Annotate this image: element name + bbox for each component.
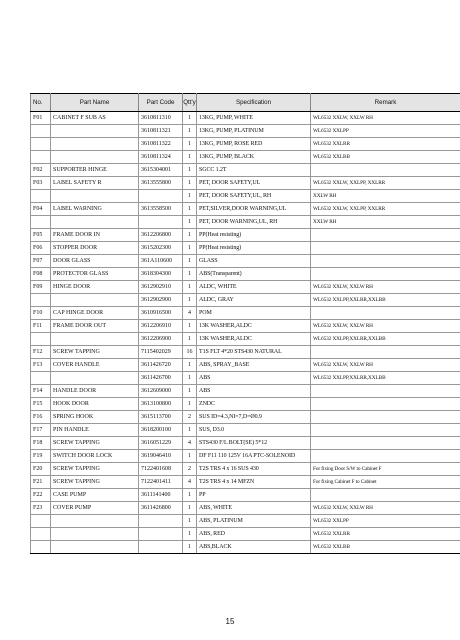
cell-part-name: SCREW TAPPING — [51, 476, 139, 489]
cell-quantity: 1 — [183, 502, 197, 515]
cell-part-code: 3616051229 — [139, 437, 183, 450]
table-row — [31, 320, 460, 333]
cell-quantity: 1 — [183, 541, 197, 554]
cell-remark: WL6532 XXLW, XXLW RH — [311, 359, 460, 372]
cell-quantity: 1 — [183, 190, 197, 203]
cell-no: F14 — [31, 385, 51, 398]
cell-remark — [311, 255, 460, 268]
cell-part-code — [139, 541, 183, 554]
cell-no: F05 — [31, 229, 51, 242]
cell-no: F19 — [31, 450, 51, 463]
cell-no: F16 — [31, 411, 51, 424]
cell-no: F18 — [31, 437, 51, 450]
cell-part-code: 3615113700 — [139, 411, 183, 424]
cell-part-name: FRAME DOOR IN — [51, 229, 139, 242]
cell-remark — [311, 411, 460, 424]
cell-part-code — [139, 190, 183, 203]
cell-no: F06 — [31, 242, 51, 255]
cell-part-code: 3610811322 — [139, 138, 183, 151]
cell-no — [31, 515, 51, 528]
cell-quantity: 1 — [183, 164, 197, 177]
cell-specification: DF F11 110 125V 16A PTC-SOLENOID — [197, 450, 311, 463]
cell-specification: PP — [197, 489, 311, 502]
cell-part-code: 3610916500 — [139, 307, 183, 320]
table-row — [31, 359, 460, 372]
table-body — [31, 112, 460, 554]
header-no: No. — [31, 94, 51, 112]
table-row — [31, 385, 460, 398]
cell-no: F08 — [31, 268, 51, 281]
cell-part-name — [51, 125, 139, 138]
table-row — [31, 164, 460, 177]
cell-part-name: COVER HANDLE — [51, 359, 139, 372]
cell-specification: PET, DOOR SAFETY,UL, RH — [197, 190, 311, 203]
cell-specification: ABS(Transparent) — [197, 268, 311, 281]
cell-part-code: 3610811321 — [139, 125, 183, 138]
cell-remark: WL6532 XXLPP,XXLRR,XXLBB — [311, 294, 460, 307]
cell-specification: 13K WASHER,ALDC — [197, 333, 311, 346]
cell-quantity: 1 — [183, 424, 197, 437]
cell-no: F12 — [31, 346, 51, 359]
cell-quantity: 1 — [183, 255, 197, 268]
cell-part-name: SPRING HOOK — [51, 411, 139, 424]
cell-remark: WL6532 XXLW, XXLW RH — [311, 320, 460, 333]
cell-part-name: SCREW TAPPING — [51, 346, 139, 359]
cell-part-name: LABEL SAFETY R — [51, 177, 139, 190]
cell-part-name — [51, 372, 139, 385]
table-row — [31, 112, 460, 125]
cell-part-name — [51, 138, 139, 151]
cell-part-code: 3610811324 — [139, 151, 183, 164]
cell-quantity: 1 — [183, 528, 197, 541]
cell-quantity: 2 — [183, 463, 197, 476]
cell-quantity: 1 — [183, 151, 197, 164]
cell-remark: WL6532 XXLW, XXLPP, XXLRR — [311, 203, 460, 216]
cell-specification: ABS, PLATINUM — [197, 515, 311, 528]
cell-part-code: 3615304001 — [139, 164, 183, 177]
cell-specification: T1S FLT 4*20 STS430 NATURAL — [197, 346, 311, 359]
cell-quantity: 1 — [183, 112, 197, 125]
cell-remark: For fixing Cabinet F to Cabinet — [311, 476, 460, 489]
cell-part-name: PIN HANDLE — [51, 424, 139, 437]
table-row — [31, 411, 460, 424]
cell-specification: ZNDC — [197, 398, 311, 411]
cell-quantity: 1 — [183, 359, 197, 372]
cell-specification: PP(Heat resisting) — [197, 242, 311, 255]
cell-remark — [311, 450, 460, 463]
table-row — [31, 268, 460, 281]
table-row — [31, 307, 460, 320]
cell-no — [31, 190, 51, 203]
cell-no: F17 — [31, 424, 51, 437]
cell-part-code: 361A110600 — [139, 255, 183, 268]
cell-part-name: LABEL WARNING — [51, 203, 139, 216]
cell-quantity: 1 — [183, 242, 197, 255]
cell-remark — [311, 242, 460, 255]
cell-no: F03 — [31, 177, 51, 190]
cell-quantity: 1 — [183, 515, 197, 528]
cell-specification: ABS — [197, 385, 311, 398]
cell-no: F04 — [31, 203, 51, 216]
cell-specification: SGCC 1.2T — [197, 164, 311, 177]
table-row — [31, 216, 460, 229]
cell-no — [31, 216, 51, 229]
cell-part-name: SCREW TAPPING — [51, 463, 139, 476]
cell-no: F07 — [31, 255, 51, 268]
cell-quantity: 16 — [183, 346, 197, 359]
cell-part-name: SWITCH DOOR LOCK — [51, 450, 139, 463]
cell-part-code — [139, 528, 183, 541]
cell-no: F15 — [31, 398, 51, 411]
cell-quantity: 4 — [183, 307, 197, 320]
cell-remark: WL6532 XXLW, XXLW RH — [311, 281, 460, 294]
cell-part-name — [51, 515, 139, 528]
cell-part-code: 3612902910 — [139, 281, 183, 294]
header-quantity: Qtt'y — [183, 94, 197, 112]
cell-quantity: 1 — [183, 216, 197, 229]
cell-no — [31, 151, 51, 164]
cell-specification: PET, DOOR SAFETY,UL — [197, 177, 311, 190]
table-row — [31, 229, 460, 242]
cell-specification: PET, DOOR WARNING,UL, RH — [197, 216, 311, 229]
cell-quantity: 1 — [183, 138, 197, 151]
cell-specification: SUS, D3.0 — [197, 424, 311, 437]
cell-no — [31, 333, 51, 346]
table-row — [31, 528, 460, 541]
table-row — [31, 502, 460, 515]
cell-quantity: 1 — [183, 385, 197, 398]
cell-part-code: 3612609000 — [139, 385, 183, 398]
cell-remark: WL6532 XXLW, XXLW RH — [311, 502, 460, 515]
cell-part-name — [51, 216, 139, 229]
cell-part-code: 3618304300 — [139, 268, 183, 281]
cell-part-name — [51, 528, 139, 541]
table-row — [31, 203, 460, 216]
cell-remark: WL6532 XXLPP,XXLRR,XXLBB — [311, 333, 460, 346]
cell-part-code: 3612206800 — [139, 229, 183, 242]
cell-remark — [311, 424, 460, 437]
cell-remark — [311, 164, 460, 177]
table-row — [31, 424, 460, 437]
cell-part-name: CASE PUMP — [51, 489, 139, 502]
cell-part-code: 3611426720 — [139, 359, 183, 372]
cell-part-code: 3613555800 — [139, 177, 183, 190]
cell-part-code: 3613100800 — [139, 398, 183, 411]
cell-part-code: 3610811310 — [139, 112, 183, 125]
cell-part-name: FRAME DOOR OUT — [51, 320, 139, 333]
cell-no: F01 — [31, 112, 51, 125]
cell-part-code — [139, 216, 183, 229]
cell-part-code: 3611426700 — [139, 372, 183, 385]
cell-remark — [311, 437, 460, 450]
header-part-code: Part Code — [139, 94, 183, 112]
cell-part-code: 3611426800 — [139, 502, 183, 515]
cell-remark: For fixing Door S/W to Cabinet F — [311, 463, 460, 476]
table-row — [31, 476, 460, 489]
cell-specification: POM — [197, 307, 311, 320]
parts-list-table — [30, 93, 460, 554]
cell-part-code: 3615202300 — [139, 242, 183, 255]
cell-part-code: 7122401608 — [139, 463, 183, 476]
cell-specification: PET,SILVER,DOOR WARNING,UL — [197, 203, 311, 216]
cell-no: F11 — [31, 320, 51, 333]
header-part-name: Part Name — [51, 94, 139, 112]
table-row — [31, 450, 460, 463]
cell-remark: WL6532 XXLRR — [311, 138, 460, 151]
cell-specification: ALDC, WHITE — [197, 281, 311, 294]
cell-remark — [311, 489, 460, 502]
cell-part-name: HOOK DOOR — [51, 398, 139, 411]
cell-specification: ABS, SPRAY_BASE — [197, 359, 311, 372]
cell-part-name: SUPPORTER HINGE — [51, 164, 139, 177]
cell-remark — [311, 346, 460, 359]
table-row — [31, 489, 460, 502]
header-remark: Remark — [311, 94, 460, 112]
cell-no: F13 — [31, 359, 51, 372]
cell-no — [31, 541, 51, 554]
cell-part-code: 3613558500 — [139, 203, 183, 216]
table-row — [31, 515, 460, 528]
table-row — [31, 372, 460, 385]
table-row — [31, 294, 460, 307]
cell-quantity: 4 — [183, 437, 197, 450]
cell-remark — [311, 268, 460, 281]
cell-specification: 13KG, PUMP, ROSE RED — [197, 138, 311, 151]
cell-part-name: SCREW TAPPING — [51, 437, 139, 450]
cell-specification: ABS,BLACK — [197, 541, 311, 554]
cell-quantity: 1 — [183, 489, 197, 502]
cell-remark: WL6532 XXLPP — [311, 125, 460, 138]
cell-specification: T2S TRS 4 x 16 SUS 430 — [197, 463, 311, 476]
cell-no — [31, 294, 51, 307]
cell-quantity: 2 — [183, 411, 197, 424]
cell-quantity: 1 — [183, 268, 197, 281]
cell-quantity: 1 — [183, 372, 197, 385]
header-specification: Specification — [197, 94, 311, 112]
cell-part-name: CABINET F SUB AS — [51, 112, 139, 125]
cell-remark: XXLW RH — [311, 216, 460, 229]
cell-part-name — [51, 190, 139, 203]
table-row — [31, 281, 460, 294]
cell-specification: STS430 F/L BOLT(SE) 5*12 — [197, 437, 311, 450]
cell-remark — [311, 385, 460, 398]
cell-part-code — [139, 515, 183, 528]
cell-remark: WL6532 XXLPP — [311, 515, 460, 528]
table-row — [31, 125, 460, 138]
cell-specification: 13K WASHER,ALDC — [197, 320, 311, 333]
cell-remark — [311, 307, 460, 320]
cell-no — [31, 372, 51, 385]
table-row — [31, 463, 460, 476]
cell-specification: T2S TRS 4 x 14 MFZN — [197, 476, 311, 489]
table-row — [31, 333, 460, 346]
cell-specification: ABS — [197, 372, 311, 385]
cell-remark — [311, 398, 460, 411]
cell-specification: ABS, RED — [197, 528, 311, 541]
cell-part-code: 3612206900 — [139, 333, 183, 346]
cell-no: F20 — [31, 463, 51, 476]
cell-part-code: 3612206910 — [139, 320, 183, 333]
cell-quantity: 1 — [183, 398, 197, 411]
cell-part-name — [51, 294, 139, 307]
cell-part-name — [51, 541, 139, 554]
cell-quantity: 1 — [183, 450, 197, 463]
cell-specification: ALDC, GRAY — [197, 294, 311, 307]
table-row — [31, 190, 460, 203]
table-row — [31, 177, 460, 190]
cell-quantity: 1 — [183, 229, 197, 242]
cell-no: F23 — [31, 502, 51, 515]
cell-part-name: PROTECTOR GLASS — [51, 268, 139, 281]
table-row — [31, 541, 460, 554]
cell-specification: GLASS — [197, 255, 311, 268]
cell-no: F10 — [31, 307, 51, 320]
table-row — [31, 242, 460, 255]
cell-quantity: 1 — [183, 320, 197, 333]
table-header-row — [31, 94, 460, 112]
cell-specification: PP(Heat resisting) — [197, 229, 311, 242]
cell-no — [31, 138, 51, 151]
cell-part-name: HINGE DOOR — [51, 281, 139, 294]
cell-remark — [311, 229, 460, 242]
cell-no — [31, 125, 51, 138]
cell-part-name — [51, 333, 139, 346]
table-row — [31, 346, 460, 359]
cell-remark: WL6532 XXLBB — [311, 151, 460, 164]
cell-specification: 13KG, PUMP, WHITE — [197, 112, 311, 125]
cell-quantity: 1 — [183, 203, 197, 216]
table-row — [31, 151, 460, 164]
cell-quantity: 4 — [183, 476, 197, 489]
cell-specification: SUS ID=4.3,NI=7,D=Ø0.9 — [197, 411, 311, 424]
cell-remark: WL6532 XXLW, XXLPP, XXLRR — [311, 177, 460, 190]
cell-part-name: DOOR GLASS — [51, 255, 139, 268]
cell-remark: WL6532 XXLW, XXLW RH — [311, 112, 460, 125]
cell-part-name — [51, 151, 139, 164]
cell-part-code: 3612902900 — [139, 294, 183, 307]
table-row — [31, 138, 460, 151]
cell-remark: XXLW RH — [311, 190, 460, 203]
cell-part-code: 3618200100 — [139, 424, 183, 437]
cell-specification: 13KG, PUMP, BLACK — [197, 151, 311, 164]
cell-remark: WL6532 XXLPP,XXLRR,XXLBB — [311, 372, 460, 385]
cell-quantity: 1 — [183, 281, 197, 294]
page-number: 15 — [225, 617, 235, 626]
cell-part-code: 3619046410 — [139, 450, 183, 463]
cell-part-code: 3611141400 — [139, 489, 183, 502]
cell-part-code: 7122401411 — [139, 476, 183, 489]
cell-part-name: HANDLE DOOR — [51, 385, 139, 398]
cell-quantity: 1 — [183, 294, 197, 307]
cell-quantity: 1 — [183, 333, 197, 346]
cell-no: F09 — [31, 281, 51, 294]
cell-specification: ABS, WHITE — [197, 502, 311, 515]
table-row — [31, 437, 460, 450]
cell-no: F21 — [31, 476, 51, 489]
cell-specification: 13KG, PUMP, PLATINUM — [197, 125, 311, 138]
cell-no: F22 — [31, 489, 51, 502]
cell-quantity: 1 — [183, 125, 197, 138]
cell-no: F02 — [31, 164, 51, 177]
cell-part-name: CAP HINGE DOOR — [51, 307, 139, 320]
cell-no — [31, 528, 51, 541]
table-row — [31, 255, 460, 268]
cell-part-name: COVER PUMP — [51, 502, 139, 515]
cell-part-name: STOPPER DOOR — [51, 242, 139, 255]
cell-quantity: 1 — [183, 177, 197, 190]
cell-remark: WL6532 XXLBB — [311, 541, 460, 554]
table-row — [31, 398, 460, 411]
cell-remark: WL6532 XXLRR — [311, 528, 460, 541]
cell-part-code: 7115402029 — [139, 346, 183, 359]
